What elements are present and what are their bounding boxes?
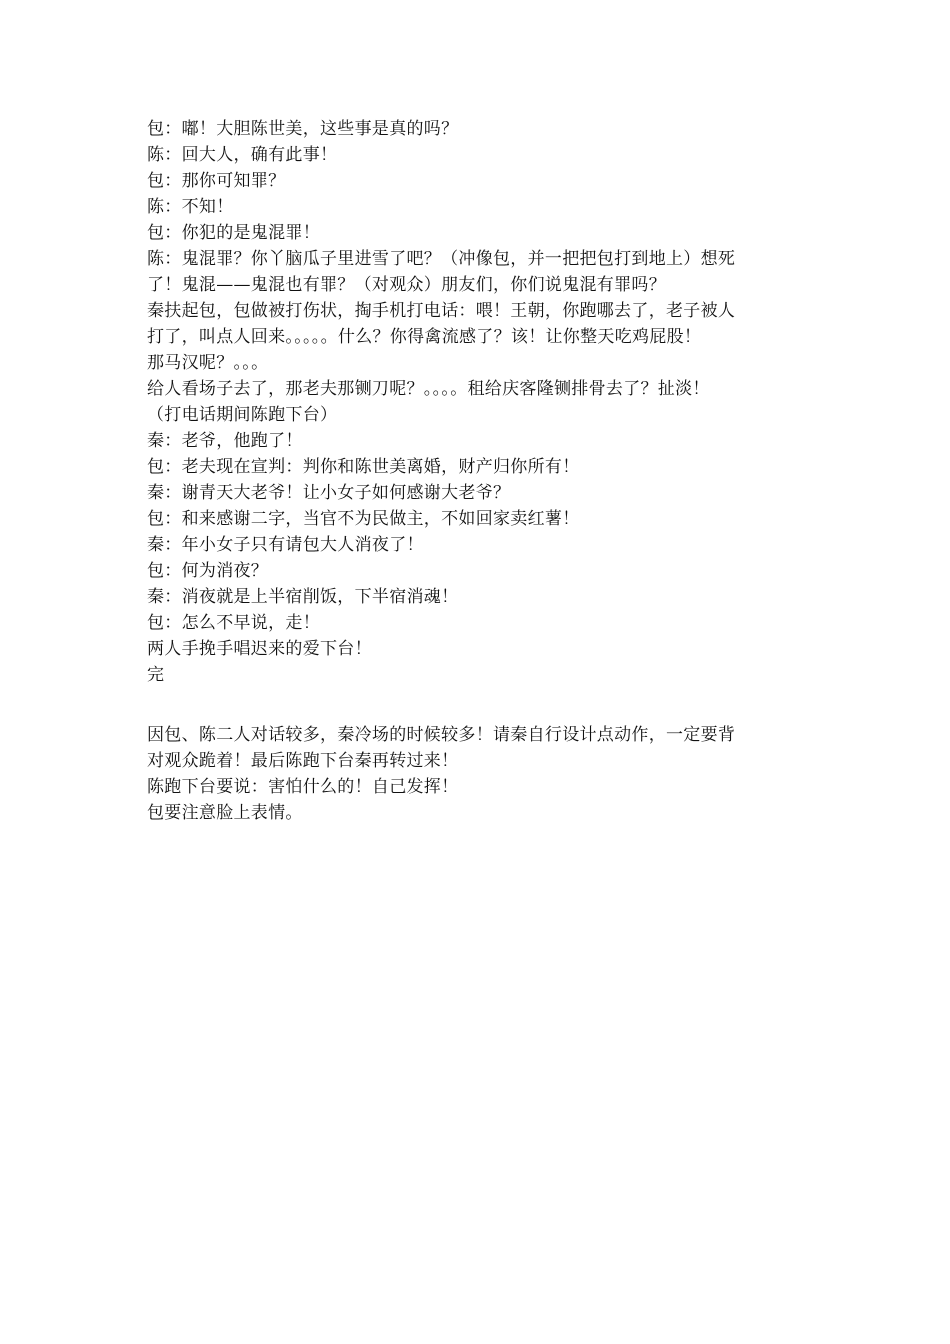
dialogue-line: 打了，叫点人回来。。。。。什么？你得禽流感了？该！让你整天吃鸡屁股！	[147, 327, 702, 347]
dialogue-line: 秦：消夜就是上半宿削饭，下半宿消魂！	[147, 587, 459, 607]
dialogue-line: 陈：鬼混罪？你丫脑瓜子里进雪了吧？（冲像包，并一把把包打到地上）想死	[147, 249, 736, 269]
dialogue-line: 那马汉呢？。。。	[147, 353, 269, 373]
dialogue-line: 了！鬼混——鬼混也有罪？（对观众）朋友们，你们说鬼混有罪吗？	[147, 275, 666, 295]
dialogue-line: 陈：不知！	[147, 197, 234, 217]
script-dialogue	[147, 116, 807, 688]
dialogue-line: 秦：谢青天大老爷！让小女子如何感谢大老爷？	[147, 483, 511, 503]
note-line: 包要注意脸上表情。	[147, 803, 303, 823]
note-line: 对观众跪着！最后陈跑下台秦再转过来！	[147, 751, 459, 771]
note-line: 陈跑下台要说：害怕什么的！自己发挥！	[147, 777, 459, 797]
dialogue-line: 给人看场子去了，那老夫那铡刀呢？。。。。租给庆客隆铡排骨去了？扯淡！	[147, 379, 710, 399]
dialogue-line: 秦：年小女子只有请包大人消夜了！	[147, 535, 424, 555]
dialogue-line: 包：你犯的是鬼混罪！	[147, 223, 320, 243]
end-marker: 完	[147, 665, 165, 685]
stage-direction: （打电话期间陈跑下台）	[147, 405, 338, 425]
dialogue-line: 包：怎么不早说，走！	[147, 613, 320, 633]
dialogue-line: 秦扶起包，包做被打伤状，掏手机打电话：喂！王朝，你跑哪去了，老子被人	[147, 301, 736, 321]
note-line: 因包、陈二人对话较多，秦冷场的时候较多！请秦自行设计点动作，一定要背	[147, 725, 736, 745]
dialogue-line: 包：何为消夜？	[147, 561, 269, 581]
dialogue-line: 秦：老爷，他跑了！	[147, 431, 303, 451]
dialogue-line: 陈：回大人，确有此事！	[147, 145, 338, 165]
dialogue-line: 两人手挽手唱迟来的爱下台！	[147, 639, 372, 659]
dialogue-line: 包：和来感谢二字，当官不为民做主，不如回家卖红薯！	[147, 509, 580, 529]
dialogue-line: 包：嘟！大胆陈世美，这些事是真的吗？	[147, 119, 459, 139]
dialogue-line: 包：老夫现在宣判：判你和陈世美离婚，财产归你所有！	[147, 457, 580, 477]
director-notes	[147, 722, 807, 826]
dialogue-line: 包：那你可知罪？	[147, 171, 286, 191]
